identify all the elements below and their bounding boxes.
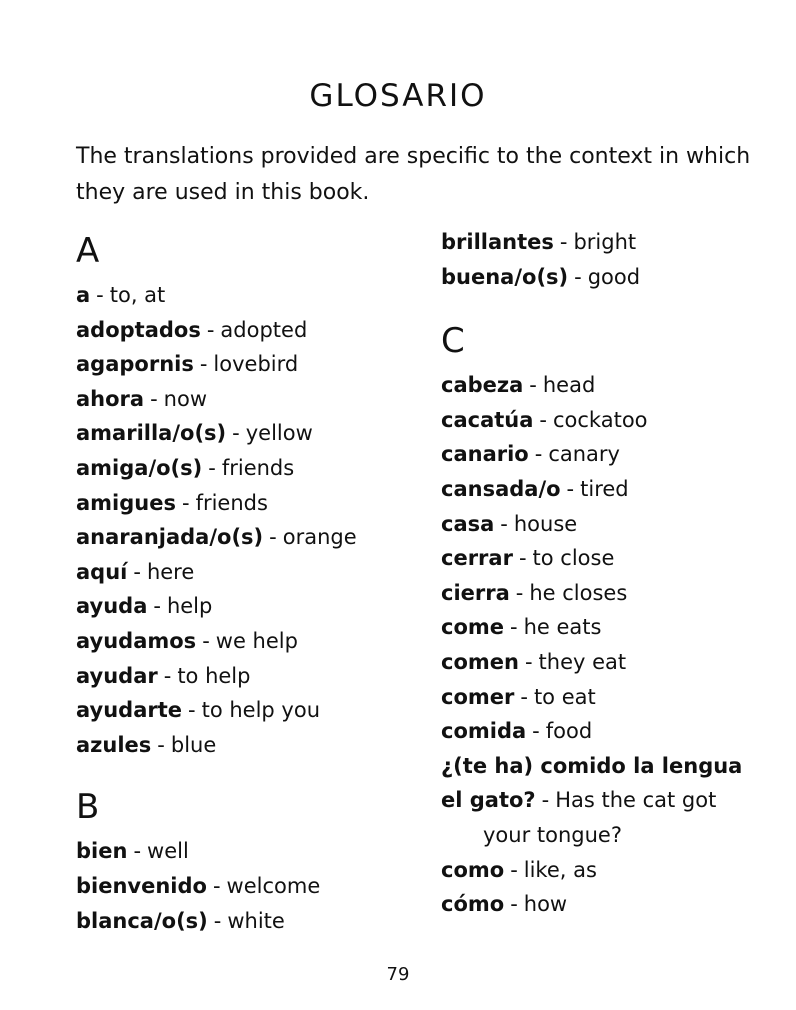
glossary-entry — [441, 472, 771, 507]
glossary-entry — [441, 576, 771, 611]
entry-term: come — [441, 615, 504, 640]
entry-definition: to eat — [533, 684, 596, 709]
glossary-entry — [441, 714, 771, 749]
section-letter-a: A — [76, 231, 100, 271]
glossary-entry — [76, 313, 416, 348]
entry-dash: - — [199, 352, 208, 377]
entry-definition: house — [513, 511, 578, 536]
glossary-column-left — [76, 228, 416, 938]
entry-term: cansada/o — [441, 476, 561, 501]
entry-definition: here — [146, 559, 195, 584]
entry-definition: help — [166, 594, 213, 619]
entry-dash: - — [188, 698, 196, 723]
entry-term: cacatúa — [441, 407, 534, 432]
glossary-entry — [76, 659, 416, 694]
entry-dash: - — [534, 442, 543, 467]
entry-dash: - — [520, 684, 528, 709]
glossary-entry — [76, 486, 416, 521]
glossary-entry — [441, 507, 771, 542]
entry-dash: - — [153, 594, 161, 619]
entry-dash: - — [133, 839, 142, 864]
entry-dash: - — [202, 628, 210, 653]
entry-dash: - — [212, 873, 221, 898]
entry-dash: - — [515, 580, 524, 605]
entry-term: amiga/o(s) — [76, 455, 203, 480]
entry-definition: to close — [532, 546, 615, 571]
entry-dash: - — [510, 857, 518, 882]
glossary-entry — [441, 610, 771, 645]
entry-definition: now — [163, 386, 207, 411]
entry-term: casa — [441, 511, 495, 536]
glossary-column-right — [441, 225, 771, 922]
entry-dash: - — [269, 525, 277, 550]
glossary-entry — [441, 225, 771, 260]
entry-term: ¿(te ha) comido la lengua — [441, 753, 743, 778]
entry-dash: - — [133, 559, 141, 584]
entry-dash: - — [157, 732, 165, 757]
entry-term: ahora — [76, 386, 145, 411]
entry-definition: food — [545, 719, 593, 744]
entry-definition: cockatoo — [552, 407, 648, 432]
entry-definition: head — [542, 373, 596, 398]
glossary-entry — [76, 382, 416, 417]
entry-definition: to, at — [109, 283, 166, 307]
entry-term: comen — [441, 649, 519, 674]
glossary-entry-multiline-line1 — [441, 749, 771, 784]
entry-definition: canary — [548, 442, 620, 467]
glossary-entry — [441, 541, 771, 576]
glossary-entry — [76, 834, 416, 869]
glossary-entry-multiline-line2 — [441, 783, 771, 818]
entry-dash: - — [510, 615, 518, 640]
glossary-entry — [76, 451, 416, 486]
entry-definition: to help — [177, 663, 251, 688]
glossary-entry-multiline-line3 — [441, 818, 771, 853]
page-title: GLOSARIO — [309, 78, 487, 114]
glossary-entry — [441, 887, 771, 922]
intro-text: The translations provided are specific to the context in which they are used in this book. — [76, 144, 751, 205]
entry-dash: - — [541, 788, 550, 813]
entry-dash: - — [566, 476, 575, 501]
entry-definition: they eat — [538, 649, 627, 674]
entry-term: cierra — [441, 580, 510, 605]
entry-term: ayudarte — [76, 698, 183, 723]
entry-definition: tired — [580, 476, 629, 501]
entry-term: agapornis — [76, 352, 194, 377]
entry-definition: white — [227, 908, 285, 933]
entry-definition: how — [523, 892, 568, 917]
entry-term: azules — [76, 732, 152, 757]
entry-dash: - — [232, 421, 240, 446]
entry-term: amarilla/o(s) — [76, 421, 227, 446]
entry-term: brillantes — [441, 230, 554, 254]
glossary-entry — [76, 278, 416, 313]
glossary-entry — [441, 260, 771, 295]
entry-definition: adopted — [220, 317, 308, 342]
entry-definition: yellow — [245, 421, 313, 446]
entry-dash: - — [574, 264, 582, 289]
entry-definition: welcome — [226, 873, 321, 898]
glossary-entry — [76, 869, 416, 904]
entry-definition: blue — [170, 732, 217, 757]
glossary-entry — [76, 589, 416, 624]
entry-term: a — [76, 283, 91, 307]
entry-term: aquí — [76, 559, 128, 584]
entry-dash: - — [213, 908, 222, 933]
entry-term: cómo — [441, 892, 505, 917]
entry-definition: bright — [573, 230, 637, 254]
entry-definition: friends — [195, 490, 268, 515]
entry-term: comida — [441, 719, 527, 744]
entry-term: anaranjada/o(s) — [76, 525, 264, 550]
glossary-entry — [76, 624, 416, 659]
entry-term: adoptados — [76, 317, 201, 342]
glossary-entry — [441, 853, 771, 888]
entry-term: cabeza — [441, 373, 524, 398]
entry-dash: - — [518, 546, 527, 571]
glossary-entry — [76, 416, 416, 451]
page-number: 79 — [386, 964, 410, 985]
glossary-entry — [441, 403, 771, 438]
entry-term: buena/o(s) — [441, 264, 569, 289]
entry-term: amigues — [76, 490, 176, 515]
glossary-entry — [441, 437, 771, 472]
entry-definition: your tongue? — [483, 822, 622, 847]
entry-definition: well — [147, 839, 189, 864]
entry-dash: - — [559, 230, 568, 254]
entry-definition: Has the cat got — [555, 788, 717, 813]
entry-dash: - — [150, 386, 158, 411]
entry-dash: - — [163, 663, 172, 688]
entry-term: blanca/o(s) — [76, 908, 208, 933]
entry-term: bien — [76, 839, 128, 864]
entry-definition: lovebird — [213, 352, 299, 377]
entry-dash: - — [500, 511, 508, 536]
entry-term: canario — [441, 442, 529, 467]
entry-term: bienvenido — [76, 873, 207, 898]
entry-dash: - — [96, 283, 104, 307]
glossary-entry — [441, 368, 771, 403]
entry-dash: - — [510, 892, 518, 917]
entry-dash: - — [532, 719, 540, 744]
entry-definition: like, as — [523, 857, 597, 882]
entry-dash: - — [524, 649, 533, 674]
glossary-entry — [76, 904, 416, 939]
glossary-entry — [76, 347, 416, 382]
entry-term: como — [441, 857, 505, 882]
entry-definition: orange — [282, 525, 357, 550]
entry-dash: - — [529, 373, 537, 398]
glossary-entry — [441, 680, 771, 715]
entry-term: ayudamos — [76, 628, 197, 653]
entry-dash: - — [208, 455, 216, 480]
entry-definition: good — [587, 264, 641, 289]
section-letter-b: B — [76, 787, 100, 828]
entry-term: comer — [441, 684, 515, 709]
entry-definition: he closes — [529, 580, 628, 605]
entry-definition: friends — [221, 455, 295, 480]
entry-term: ayuda — [76, 594, 148, 619]
entry-dash: - — [539, 407, 547, 432]
glossary-entry — [76, 520, 416, 555]
glossary-entry — [441, 645, 771, 680]
entry-term: cerrar — [441, 546, 513, 571]
glossary-entry — [76, 693, 416, 728]
entry-definition: he eats — [523, 615, 602, 640]
entry-definition: to help you — [201, 698, 321, 723]
entry-dash: - — [206, 317, 215, 342]
entry-dash: - — [181, 490, 190, 515]
glossary-entry — [76, 555, 416, 590]
section-letter-c: C — [441, 321, 465, 362]
entry-term: el gato? — [441, 788, 536, 813]
entry-term: ayudar — [76, 663, 158, 688]
glossary-entry — [76, 728, 416, 763]
entry-definition: we help — [215, 628, 298, 653]
